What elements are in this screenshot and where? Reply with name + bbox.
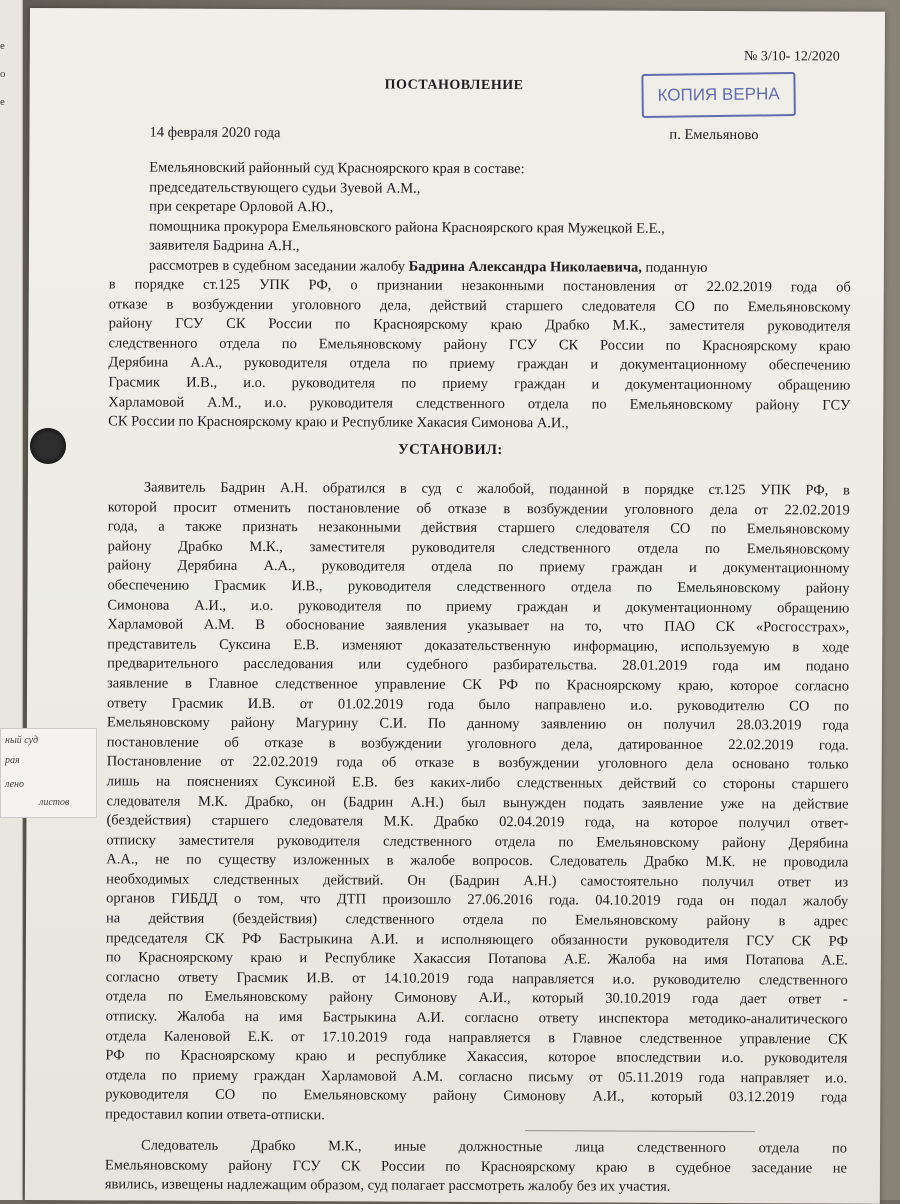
subject-line: Харламовой А.М., и.о. руководителя следственного отдела по Емельяновскому району ГСУ	[108, 393, 851, 414]
binder-hole	[30, 428, 66, 464]
side-note-text: ный суд	[5, 735, 39, 746]
body-line: отдела Каленовой Е.К. от 17.10.2019 года направляется в Главное следственное управление СК	[105, 1027, 848, 1048]
body-line: Симонова А.И., и.о. руководителя по приему граждан и документационному обращению	[107, 596, 850, 617]
body-line: району Драбко М.К., заместителя руководителя следственного отдела по Емельяновскому	[107, 538, 850, 558]
final-line: Следователь Драбко М.К., иные должностные лица следственного отдела по	[141, 1137, 848, 1157]
final-line: Емельяновскому району ГСУ СК России по Красноярскому краю в судебное заседание не	[104, 1156, 847, 1177]
side-note-strip	[0, 728, 97, 818]
subject-line: Грасмик И.В., и.о. руководителя по приему граждан и документационному обращению	[108, 374, 851, 394]
body-line: РФ по Красноярскому краю и республике Хакассия, которое впоследствии и.о. руководителя	[105, 1047, 848, 1067]
underlying-text-fragment: о	[0, 68, 6, 80]
body-line: предоставил копии ответа-отписки.	[105, 1106, 325, 1124]
body-line: постановление об отказе в возбуждении уголовного дела, датированное 22.02.2019 года.	[106, 734, 849, 754]
considered-tail: поданную	[641, 259, 708, 276]
body-line: отписку заместителя руководителя следственного отдела по Емельяновскому району Дерябина	[106, 832, 849, 852]
underlying-sheet	[0, 0, 23, 1200]
considered-lead: рассмотрев в судебном заседании жалобу	[148, 257, 409, 275]
composition-line: заявителя Бадрина А.Н.,	[148, 237, 300, 255]
document-place: п. Емельяново	[669, 126, 759, 144]
side-note-text: листов	[39, 797, 70, 808]
subject-line: СК России по Красноярскому краю и Республике Хакасия Симонова А.И.,	[108, 413, 569, 432]
body-line: Постановление от 22.02.2019 года об отказе в возбуждении уголовного дела основано только	[106, 753, 849, 773]
copy-certified-stamp: КОПИЯ ВЕРНА	[641, 72, 796, 118]
body-line: Заявитель Бадрин А.Н. обратился в суд с жалобой, поданной в порядке ст.125 УПК РФ, в	[143, 479, 850, 499]
body-line: согласно ответу Грасмик И.В. от 14.10.2019 года направляется и.о. руководителю следственного	[105, 969, 848, 989]
complaint-subject	[108, 275, 851, 435]
body-line: которой просит отменить постановление об отказе в возбуждении уголовного дела от 22.02.2019	[107, 498, 850, 519]
established-body	[105, 478, 850, 1128]
section-heading: УСТАНОВИЛ:	[398, 441, 503, 459]
final-paragraph	[105, 1136, 847, 1198]
body-line: отдела по приему граждан Харламовой А.М. согласно письму от 05.11.2019 года направляет и.о.	[105, 1067, 848, 1087]
case-number: № 3/10- 12/2020	[743, 49, 840, 65]
document-date: 14 февраля 2020 года	[149, 124, 281, 142]
side-note-text: рая	[5, 755, 20, 766]
document-page	[25, 8, 885, 1204]
pen-underline	[525, 1130, 755, 1132]
composition-line: при секретаре Орловой А.Ю.,	[149, 198, 334, 216]
subject-line: в порядке ст.125 УПК РФ, о признании незаконными постановления от 22.02.2019 года об	[108, 276, 851, 296]
subject-line: следственного отдела по Емельяновскому району ГСУ СК России по Красноярскому краю	[108, 335, 851, 355]
composition-line: помощника прокурора Емельяновского района Красноярского края Мужецкой Е.Е.,	[149, 218, 665, 237]
underlying-text-fragment: е	[0, 40, 5, 52]
final-line: явились, извещены надлежащим образом, суд полагает рассмотреть жалобу без их участия.	[104, 1176, 671, 1195]
body-line: следователя М.К. Драбко, он (Бадрин А.Н.) был вынужден подать заявление уже на действие	[106, 792, 849, 813]
body-line: года, а также признать незаконными действия старшего следователя СО по Емельяновскому	[107, 518, 850, 538]
body-line: району Дерябина А.А., руководителя отдела по приему граждан и документационному	[107, 557, 850, 577]
body-line: необходимых следственных действий. Он (Бадрин А.Н.) самостоятельно получил ответ из	[106, 871, 849, 891]
body-line: руководителя СО по Емельяновскому району Симонову А.И., который 03.12.2019 года	[105, 1086, 848, 1106]
body-line: представитель Суксина Е.В. изменяют доказательственную информацию, используемую в ходе	[107, 636, 850, 656]
applicant-name: Бадрина Александра Николаевича,	[408, 258, 642, 276]
body-line: отписку. Жалоба на имя Бастрыкина А.И. согласно ответу инспектора методико-аналитического	[105, 1008, 848, 1028]
body-line: отдела по Емельяновскому району Симонову А.И., который 30.10.2019 года дает ответ -	[105, 988, 848, 1009]
body-line: (бездействия) старшего следователя М.К. Драбко 02.04.2019 года, на которое получил ответ-	[106, 812, 849, 832]
subject-line: Дерябина А.А., руководителя отдела по приему граждан и документационному обеспечению	[108, 354, 851, 374]
body-line: обеспечению Грасмик И.В., руководителя следственного отдела по Емельяновскому району	[107, 577, 850, 597]
body-line: Харламовой А.М. В обоснование заявления указывает на то, что ПАО СК «Росгосстрах»,	[107, 616, 850, 636]
composition-line: председательствующего судьи Зуевой А.М.,	[149, 179, 421, 197]
body-line: А.А., не по существу изложенных в жалобе вопросов. Следователь Драбко М.К. не проводила	[106, 851, 849, 871]
underlying-text-fragment: е	[0, 96, 5, 108]
body-line: предварительного расследования или судебного разбирательства. 28.01.2019 года им подано	[107, 655, 850, 675]
body-line: органов ГИБДД о том, что ДТП произошло 27.06.2016 года. 04.10.2019 года он подал жалобу	[106, 890, 849, 911]
body-line: ответу Грасмик И.В. от 01.02.2019 года было направлено и.о. руководителю СО по	[106, 694, 849, 715]
body-line: лишь на пояснениях Суксиной Е.В. без каких-либо следственных действий со стороны старшего	[106, 773, 849, 793]
subject-line: отказе в возбуждении уголовного дела, действий старшего следователя СО по Емельяновскому	[108, 295, 851, 316]
document-title: ПОСТАНОВЛЕНИЕ	[384, 77, 524, 94]
side-note-text: лено	[5, 779, 25, 790]
composition-line: Емельяновский районный суд Красноярского края в составе:	[149, 159, 525, 178]
subject-line: району ГСУ СК России по Красноярскому краю Драбко М.К., заместителя руководителя	[108, 315, 851, 335]
body-line: на действия (бездействия) следственного отдела по Емельяновскому району в адрес	[105, 910, 849, 930]
body-line: заявление в Главное следственное управление СК РФ по Красноярскому краю, которое согласно	[107, 675, 850, 695]
body-line: председателя СК РФ Бастрыкина А.И. и исполняющего обязанности руководителя ГСУ СК РФ	[105, 929, 848, 950]
court-composition	[149, 159, 850, 280]
body-line: по Красноярскому краю и Республике Хакассия Потапова А.Е. Жалоба на имя Потапова А.Е.	[105, 949, 848, 969]
body-line: Емельяновскому району Магурину С.И. По данному заявлению он получил 28.03.2019 года	[106, 714, 849, 734]
